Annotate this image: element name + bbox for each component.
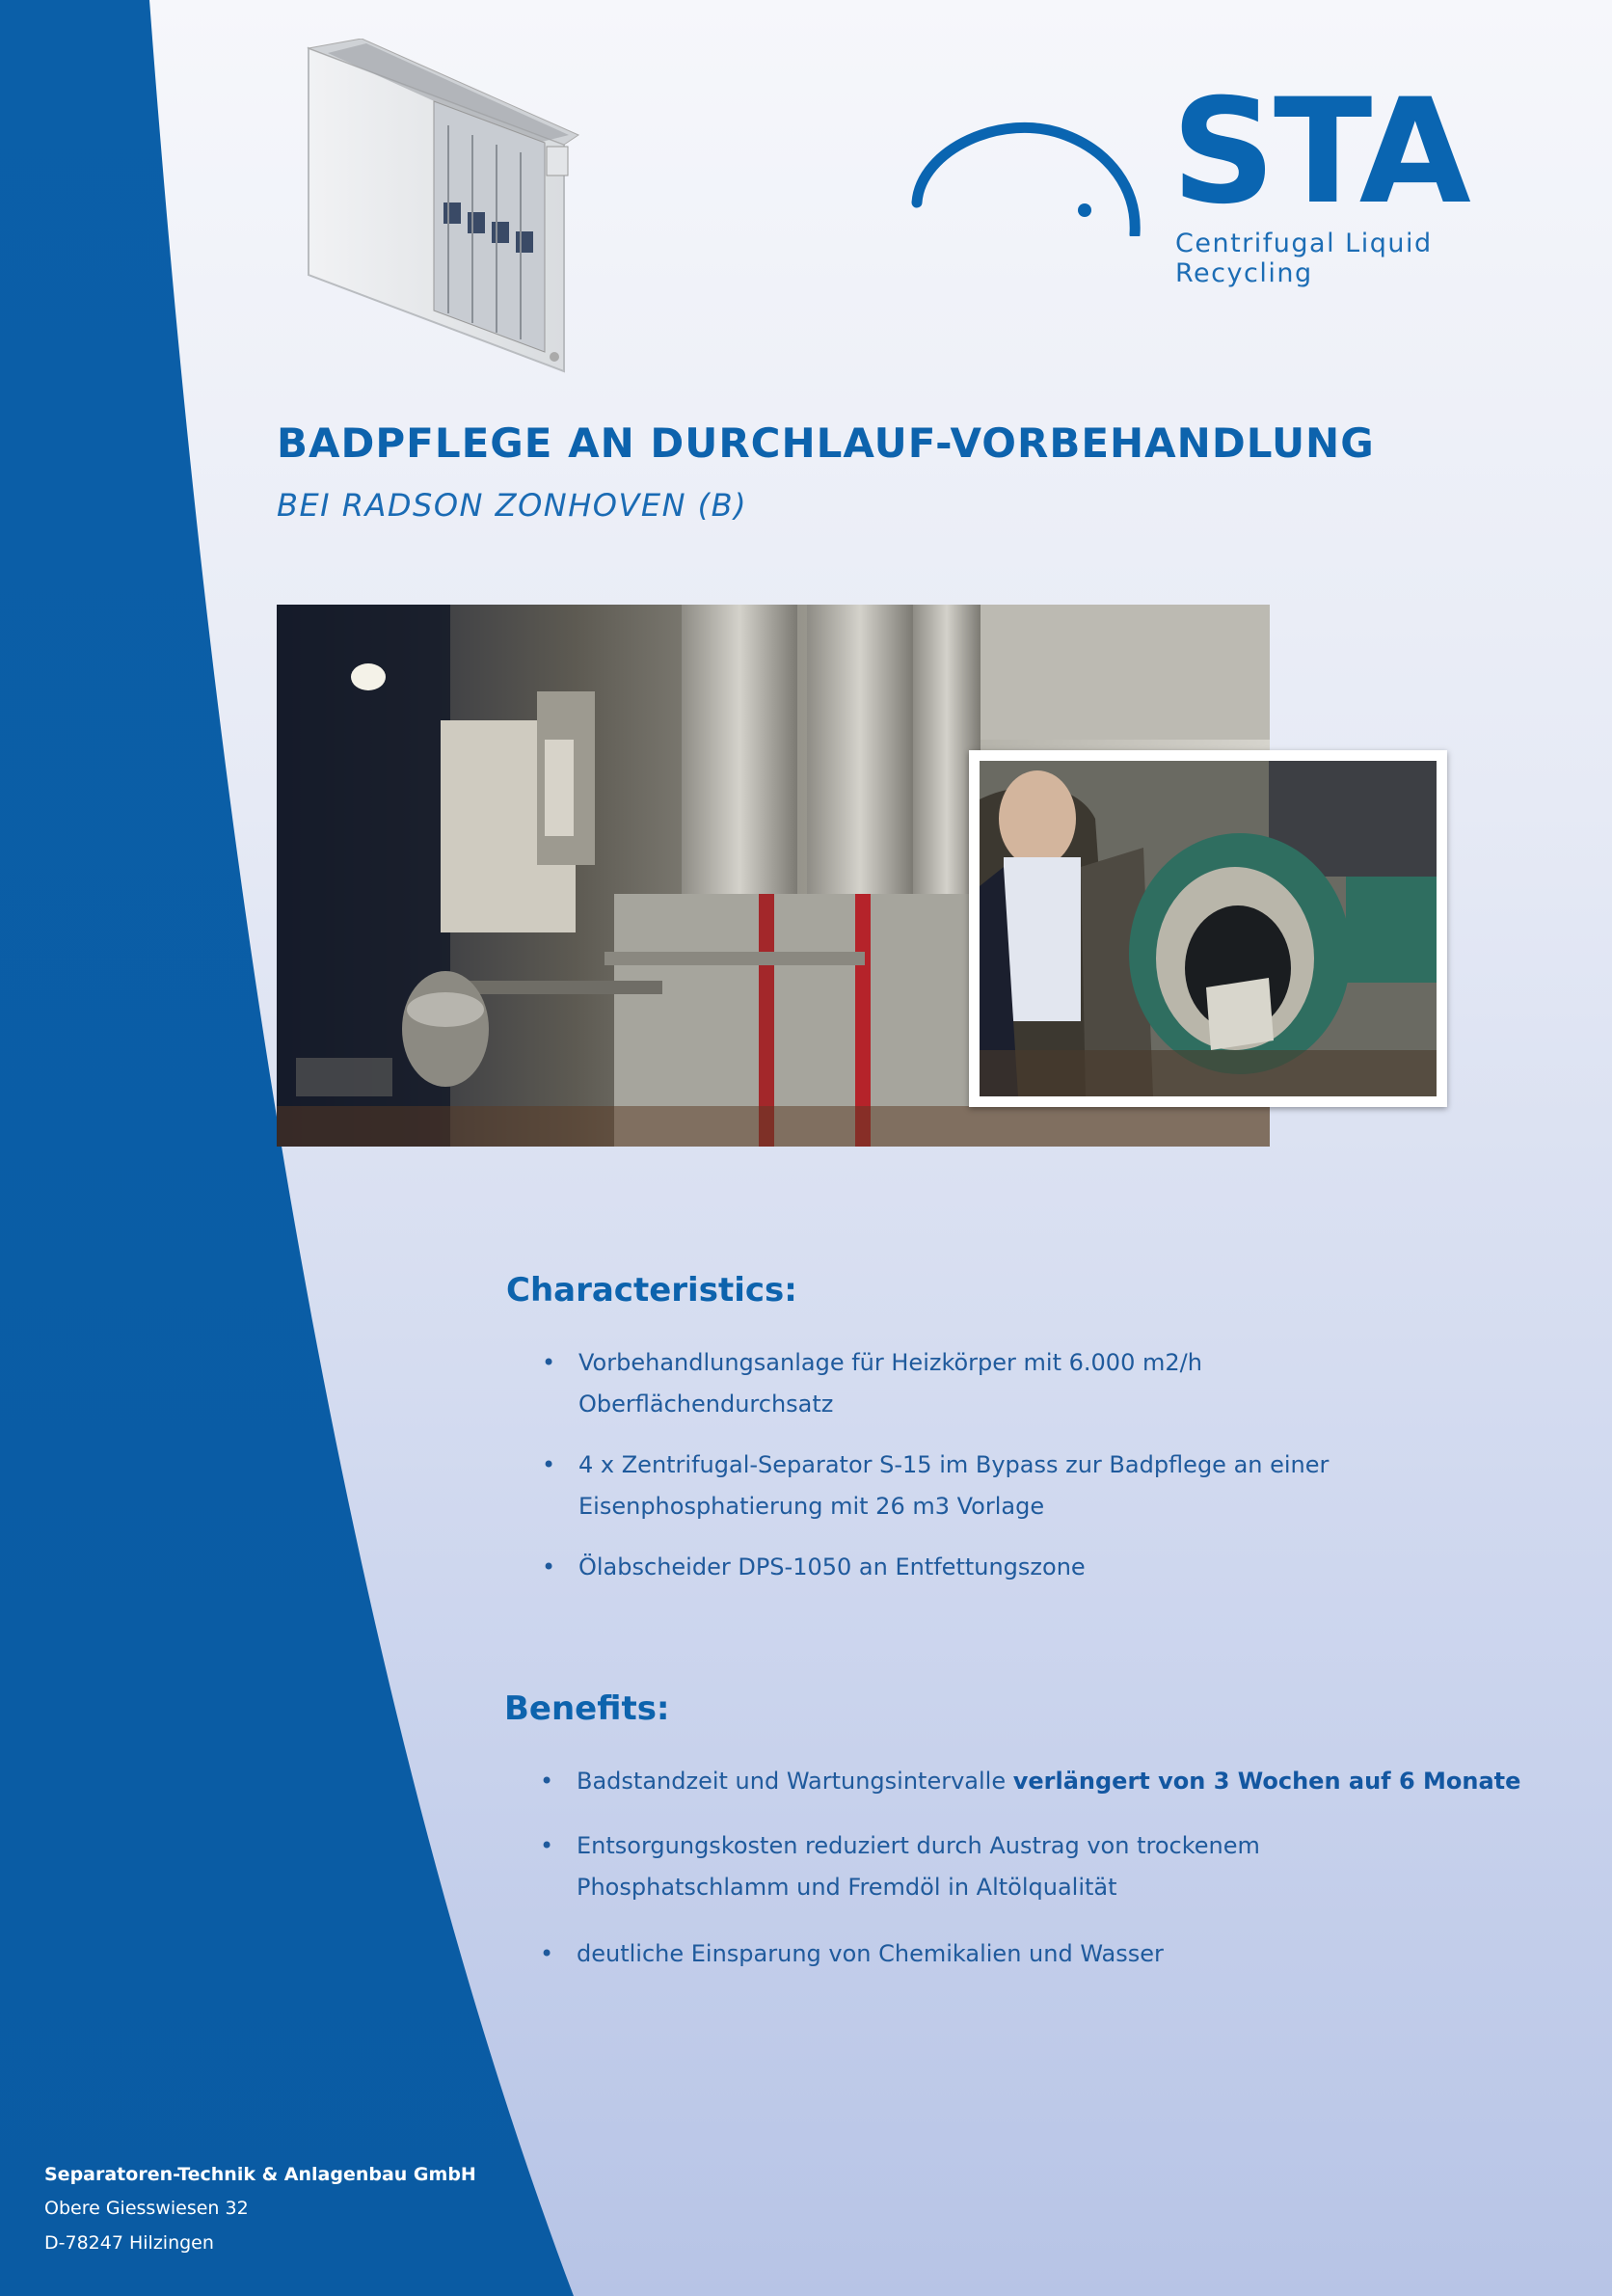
benefits-list <box>540 1761 1562 1975</box>
inset-photo-frame <box>969 750 1447 1107</box>
page-title: BADPFLEGE AN DURCHLAUF-VORBEHANDLUNG <box>277 419 1375 467</box>
characteristics-list <box>542 1342 1506 1588</box>
radiator-product-illustration <box>289 39 588 381</box>
benefits-heading: Benefits: <box>504 1689 670 1728</box>
logo-subtitle: Centrifugal Liquid Recycling <box>1175 229 1433 288</box>
bullet: • <box>540 1768 554 1795</box>
list-item: • 4 x Zentrifugal-Separator S-15 im Bypass zur Badpflege an einer Eisenphosphatierung mit 26 m3 Vorlage <box>542 1445 1506 1527</box>
characteristics-heading: Characteristics: <box>506 1271 797 1310</box>
city-address: D-78247 Hilzingen <box>44 2232 214 2254</box>
list-item: • Entsorgungskosten reduziert durch Austrag von trockenem Phosphatschlamm und Fremdöl in Altölqualität <box>540 1825 1562 1908</box>
list-item: • Ölabscheider DPS-1050 an Entfettungszone <box>542 1547 1506 1588</box>
footer-address <box>44 2158 476 2260</box>
bullet: • <box>540 1832 554 1859</box>
company-name: Separatoren-Technik & Anlagenbau GmbH <box>44 2164 476 2185</box>
logo-arc-icon <box>911 111 1162 236</box>
sta-logo <box>911 68 1547 288</box>
list-item: • Vorbehandlungsanlage für Heizkörper mit 6.000 m2/h Oberflächendurchsatz <box>542 1342 1506 1425</box>
bullet: • <box>542 1553 556 1580</box>
logo-title: STA <box>1171 68 1469 236</box>
bullet: • <box>542 1349 556 1376</box>
page-subtitle: BEI RADSON ZONHOVEN (B) <box>277 487 748 524</box>
list-item: • Badstandzeit und Wartungsintervalle verlängert von 3 Wochen auf 6 Monate <box>540 1761 1562 1802</box>
street-address: Obere Giesswiesen 32 <box>44 2198 249 2219</box>
bullet: • <box>542 1451 556 1478</box>
bullet: • <box>540 1940 554 1967</box>
separator-bowl-photo <box>980 761 1437 1096</box>
list-item: • deutliche Einsparung von Chemikalien und Wasser <box>540 1933 1562 1975</box>
